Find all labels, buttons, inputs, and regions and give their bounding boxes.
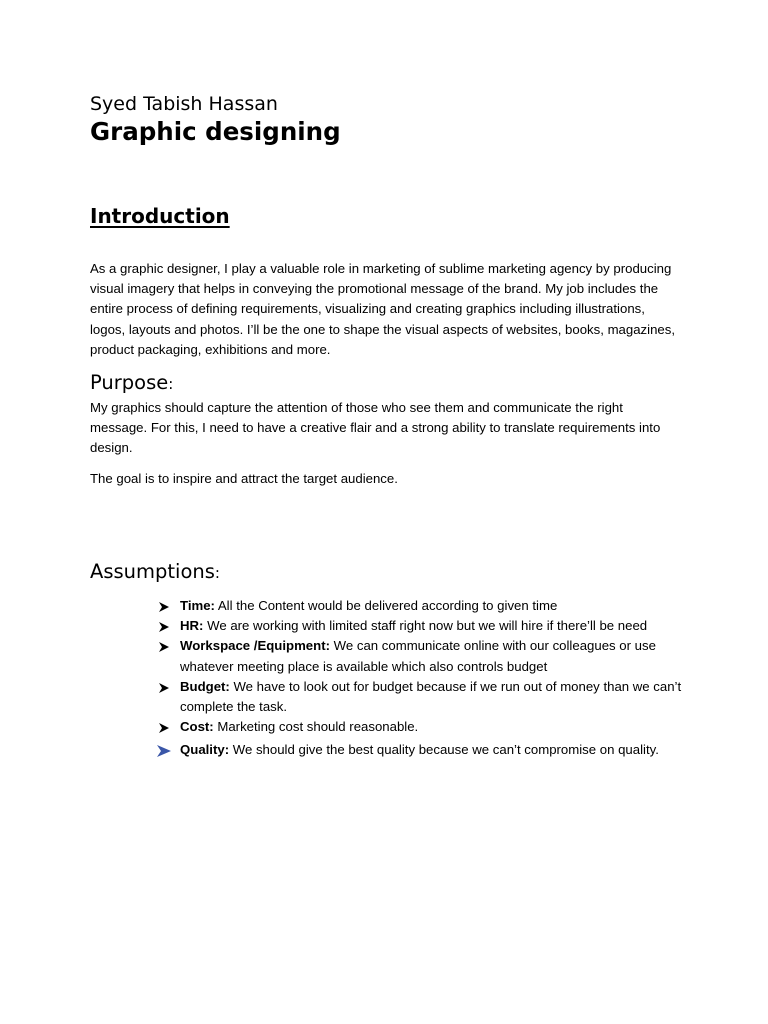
goal-paragraph: The goal is to inspire and attract the target audience.	[90, 471, 398, 486]
arrow-bullet-icon	[158, 601, 170, 613]
list-item	[156, 616, 682, 636]
assumptions-heading	[90, 559, 220, 586]
assumption-text: Marketing cost should reasonable.	[213, 719, 419, 735]
assumption-term: Budget:	[180, 678, 230, 694]
purpose-heading	[90, 370, 173, 397]
arrow-bullet-icon	[156, 744, 172, 758]
assumption-term: Time:	[180, 598, 215, 613]
arrow-bullet-icon	[158, 641, 170, 653]
arrow-bullet-icon	[158, 682, 170, 694]
document-title: Graphic designing	[90, 117, 341, 146]
assumption-text: All the Content would be delivered according to given time	[214, 598, 558, 613]
assumption-text: We can communicate online with our colleagues or use whatever meeting place is available which also controls budget	[180, 638, 656, 674]
assumptions-list	[156, 596, 682, 761]
assumption-term: Quality:	[180, 742, 230, 758]
assumption-term: HR:	[180, 618, 204, 634]
list-item	[156, 740, 682, 760]
assumptions-heading-text: Assumptions	[90, 560, 215, 583]
assumptions-heading-colon: :	[214, 564, 220, 582]
arrow-bullet-icon	[158, 722, 170, 734]
purpose-heading-colon: :	[168, 375, 174, 393]
list-item	[156, 636, 682, 676]
list-item	[156, 677, 682, 717]
introduction-heading: Introduction	[90, 204, 230, 228]
arrow-bullet-icon	[158, 621, 170, 633]
assumption-term: Workspace /Equipment:	[180, 638, 330, 654]
assumption-term: Cost:	[180, 719, 214, 735]
purpose-paragraph: My graphics should capture the attention of those who see them and communicate the right message. For this, I need to have a creative flair and a strong ability to translate requirements into design.	[90, 400, 661, 456]
list-item	[156, 596, 682, 616]
list-item	[156, 717, 682, 737]
purpose-heading-text: Purpose	[90, 371, 169, 394]
author-name: Syed Tabish Hassan	[90, 93, 278, 115]
assumption-text: We are working with limited staff right now but we will hire if there’ll be need	[203, 618, 648, 634]
introduction-paragraph: As a graphic designer, I play a valuable role in marketing of sublime marketing agency by producing visual imagery that helps in conveying the promotional message of the brand. My job includes the entire process of defining requirements, visualizing and creating graphics including illustrations, logos, layouts and photos. I’ll be the one to shape the visual aspects of websites, books, magazines, product packaging, exhibitions and more.	[90, 261, 676, 357]
assumption-text: We have to look out for budget because if we run out of money than we can’t complete the task.	[180, 678, 682, 715]
assumption-text: We should give the best quality because we can’t compromise on quality.	[229, 742, 659, 758]
